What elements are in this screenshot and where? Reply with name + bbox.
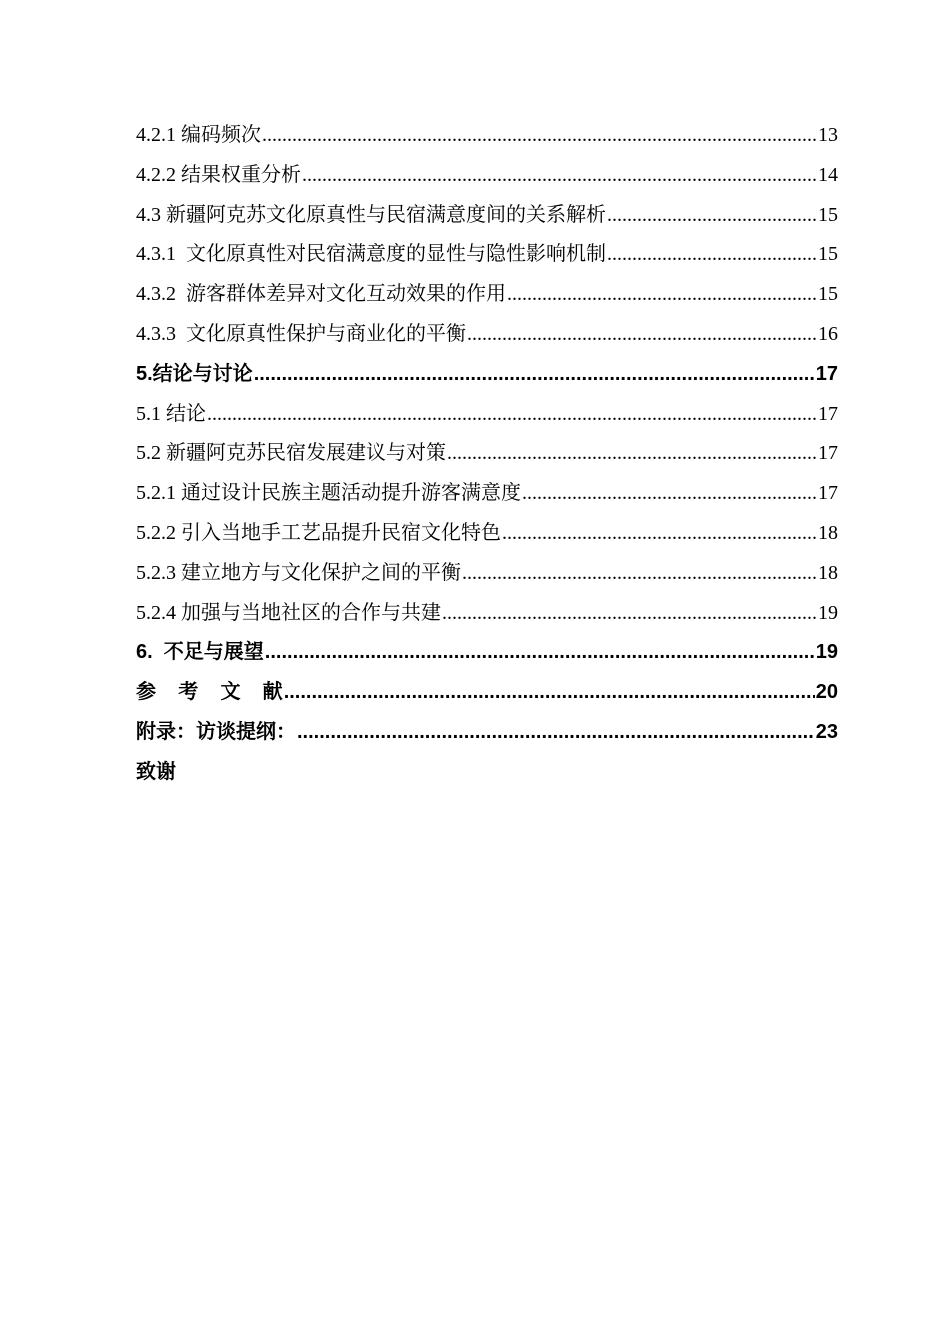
toc-entry-label: 4.3.3 文化原真性保护与商业化的平衡	[136, 322, 466, 345]
toc-entry-label: 4.3.2 游客群体差异对文化互动效果的作用	[136, 283, 506, 306]
toc-page-number: 18	[818, 521, 838, 544]
toc-page-number: 14	[818, 163, 838, 186]
toc-dot-leader	[262, 116, 817, 156]
toc-entry-5[interactable]	[136, 355, 838, 395]
toc-dot-leader	[265, 633, 815, 673]
toc-entry-4-3-1[interactable]	[136, 235, 838, 275]
toc-entry-label: 5.结论与讨论	[136, 362, 253, 385]
toc-entry-label: 致谢	[136, 760, 176, 783]
toc-entry-4-3-3[interactable]	[136, 315, 838, 355]
toc-entry-5-2-1[interactable]	[136, 474, 838, 514]
toc-entry-label: 5.2 新疆阿克苏民宿发展建议与对策	[136, 442, 446, 465]
toc-page-number: 19	[815, 641, 838, 664]
toc-page-number: 18	[818, 561, 838, 584]
toc-dot-leader	[502, 514, 817, 554]
toc-entry-acknowledgements[interactable]	[136, 753, 838, 793]
table-of-contents	[136, 116, 838, 793]
toc-dot-leader	[462, 554, 817, 594]
toc-entry-label: 4.3.1 文化原真性对民宿满意度的显性与隐性影响机制	[136, 243, 606, 266]
toc-dot-leader	[442, 594, 817, 634]
toc-entry-4-2-1[interactable]	[136, 116, 838, 156]
toc-entry-label: 5.2.1 通过设计民族主题活动提升游客满意度	[136, 482, 521, 505]
toc-page-number: 15	[818, 243, 838, 266]
toc-entry-label: 5.2.2 引入当地手工艺品提升民宿文化特色	[136, 521, 501, 544]
toc-entry-appendix[interactable]	[136, 713, 838, 753]
toc-dot-leader	[447, 434, 817, 474]
toc-page-number: 17	[815, 362, 838, 385]
toc-dot-leader	[607, 196, 817, 236]
toc-dot-leader	[302, 156, 817, 196]
toc-entry-5-2-4[interactable]	[136, 594, 838, 634]
toc-page-number: 19	[818, 601, 838, 624]
toc-entry-5-2[interactable]	[136, 434, 838, 474]
toc-entry-4-3-2[interactable]	[136, 275, 838, 315]
toc-dot-leader	[254, 355, 815, 395]
toc-page-number: 17	[818, 482, 838, 505]
toc-dot-leader	[507, 275, 817, 315]
toc-entry-label: 参 考 文 献	[136, 681, 283, 704]
toc-dot-leader	[467, 315, 817, 355]
toc-dot-leader	[207, 395, 817, 435]
toc-page-number: 20	[815, 681, 838, 704]
toc-dot-leader	[522, 474, 817, 514]
toc-page-number: 13	[818, 124, 838, 146]
toc-dot-leader	[297, 713, 815, 753]
toc-entry-label: 5.2.3 建立地方与文化保护之间的平衡	[136, 561, 461, 584]
toc-entry-5-2-2[interactable]	[136, 514, 838, 554]
toc-page-number: 17	[818, 402, 838, 425]
toc-page-number: 16	[818, 322, 838, 345]
toc-entry-6[interactable]	[136, 633, 838, 673]
toc-dot-leader	[607, 235, 817, 275]
toc-entry-5-2-3[interactable]	[136, 554, 838, 594]
toc-dot-leader	[284, 673, 815, 713]
toc-entry-label: 附录：访谈提纲：	[136, 720, 296, 743]
toc-entry-5-1[interactable]	[136, 395, 838, 435]
toc-entry-label: 4.3 新疆阿克苏文化原真性与民宿满意度间的关系解析	[136, 203, 606, 226]
toc-entry-4-2-2[interactable]	[136, 156, 838, 196]
toc-entry-label: 5.1 结论	[136, 402, 206, 425]
toc-page-number: 15	[818, 283, 838, 306]
toc-entry-label: 4.2.1 编码频次	[136, 124, 261, 146]
toc-entry-label: 5.2.4 加强与当地社区的合作与共建	[136, 601, 441, 624]
toc-entry-label: 6. 不足与展望	[136, 641, 264, 664]
toc-page-number: 15	[818, 203, 838, 226]
toc-entry-references[interactable]	[136, 673, 838, 713]
toc-entry-label: 4.2.2 结果权重分析	[136, 163, 301, 186]
toc-entry-4-3[interactable]	[136, 196, 838, 236]
toc-page-number: 17	[818, 442, 838, 465]
toc-page-number: 23	[815, 720, 838, 743]
